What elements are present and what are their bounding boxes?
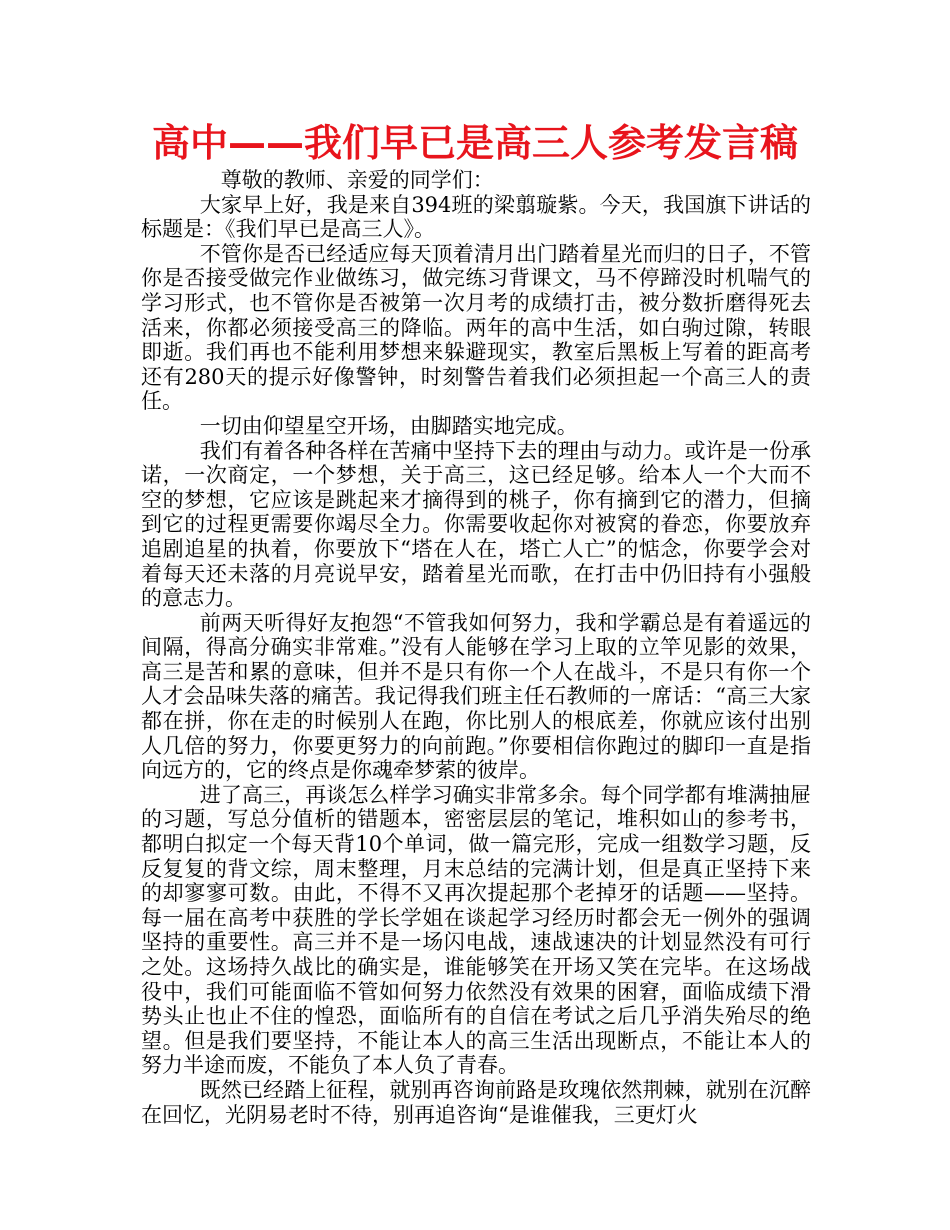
paragraph: 大家早上好，我是来自394班的梁翦璇紫。今天，我国旗下讲话的标题是：《我们早已是高三人》。 [141, 192, 811, 242]
paragraph: 一切由仰望星空开场，由脚踏实地完成。 [199, 413, 578, 438]
paragraph: 进了高三，再谈怎么样学习确实非常多余。每个同学都有堆满抽屉的习题，写总分值析的错题本，密密层层的笔记，堆积如山的参考书，都明白拟定一个每天背10个单词，做一篇完形，完成一组数学习题，反反复复的背文综，周末整理，月末总结的完满计划，但是真正坚持下来的却寥寥可数。由此，不得不又再次提起那个老掉牙的话题——坚持。每一届在高考中获胜的学长学姐在谈起学习经历时都会无一例外的强调坚持的重要性。高三并不是一场闪电战，速战速决的计划显然没有可行之处。这场持久战比的确实是，谁能够笑在开场又笑在完毕。在这场战役中，我们可能面临不管如何努力依然没有效果的困窘，面临成绩下滑势头止也止不住的惶恐，面临所有的自信在考试之后几乎消失殆尽的绝望。但是我们要坚持，不能让本人的高三生活出现断点，不能让本人的努力半途而废，不能负了本人负了青春。 [141, 782, 811, 1078]
paragraph: 不管你是否已经适应每天顶着清月出门踏着星光而归的日子，不管你是否接受做完作业做练习，做完练习背课文，马不停蹄没时机喘气的学习形式，也不管你是否被第一次月考的成绩打击，被分数折磨得死去活来，你都必须接受高三的降临。两年的高中生活，如白驹过隙，转眼即逝。我们再也不能利用梦想来躲避现实，教室后黑板上写着的距高考还有280天的提示好像警钟，时刻警告着我们必须担起一个高三人的责任。 [141, 241, 811, 414]
salutation: 尊敬的教师、亲爱的同学们： [220, 168, 494, 192]
paragraph: 前两天听得好友抱怨“不管我如何努力，我和学霸总是有着遥远的间隔，得高分确实非常难。”没有人能够在学习上取的立竿见影的效果，高三是苦和累的意味，但并不是只有你一个人在战斗，不是只有你一个人才会品味失落的痛苦。我记得我们班主任石教师的一席话：“高三大家都在拼，你在走的时候别人在跑，你比别人的根底差，你就应该付出别人几倍的努力，你要更努力的向前跑。”你要相信你跑过的脚印一直是指向远方的，它的终点是你魂牵梦萦的彼岸。 [141, 610, 811, 783]
document-body [141, 168, 811, 1127]
paragraph: 既然已经踏上征程，就别再咨询前路是玫瑰依然荆棘，就别在沉醉在回忆，光阴易老时不待，别再追咨询“是谁催我，三更灯火 [141, 1077, 811, 1127]
document-title: 高中——我们早已是高三人参考发言稿 [151, 121, 798, 165]
paragraph: 我们有着各种各样在苦痛中坚持下去的理由与动力。或许是一份承诺，一次商定，一个梦想，关于高三，这已经足够。给本人一个大而不空的梦想，它应该是跳起来才摘得到的桃子，你有摘到它的潜力，但摘到它的过程更需要你竭尽全力。你需要收起你对被窝的眷恋，你要放弃追剧追星的执着，你要放下“塔在人在，塔亡人亡”的惦念，你要学会对着每天还未落的月亮说早安，踏着星光而歌，在打击中仍旧持有小强般的意志力。 [141, 438, 811, 611]
